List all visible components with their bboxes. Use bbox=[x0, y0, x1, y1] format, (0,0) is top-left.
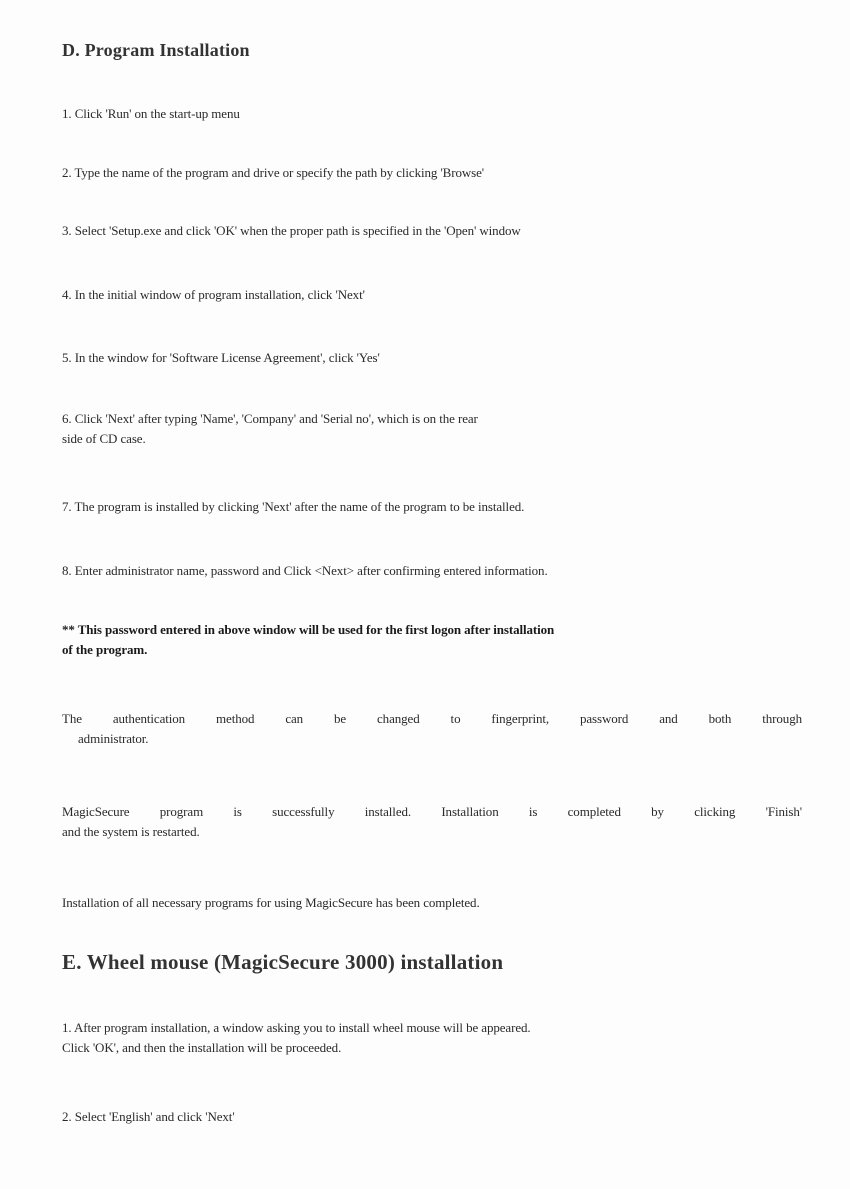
step-6-line-2: side of CD case. bbox=[62, 431, 146, 446]
authentication-note-line-1: The authentication method can be changed to fingerprint, password and both through bbox=[62, 711, 802, 726]
authentication-note-line-2: administrator. bbox=[78, 731, 149, 746]
install-success-note bbox=[62, 802, 802, 842]
password-note bbox=[62, 620, 802, 660]
step-6 bbox=[62, 409, 802, 449]
step-4: 4. In the initial window of program installation, click 'Next' bbox=[62, 287, 365, 302]
installation-completed: Installation of all necessary programs for using MagicSecure has been completed. bbox=[62, 895, 480, 910]
step-5: 5. In the window for 'Software License Agreement', click 'Yes' bbox=[62, 350, 380, 365]
wheel-step-2: 2. Select 'English' and click 'Next' bbox=[62, 1109, 235, 1124]
authentication-note bbox=[62, 709, 802, 749]
step-3: 3. Select 'Setup.exe and click 'OK' when the proper path is specified in the 'Open' window bbox=[62, 223, 521, 238]
step-6-line-1: 6. Click 'Next' after typing 'Name', 'Company' and 'Serial no', which is on the rear bbox=[62, 411, 478, 426]
step-2: 2. Type the name of the program and drive or specify the path by clicking 'Browse' bbox=[62, 165, 485, 180]
section-d-title: D. Program Installation bbox=[62, 40, 250, 60]
section-e-title: E. Wheel mouse (MagicSecure 3000) installation bbox=[62, 950, 504, 974]
step-1: 1. Click 'Run' on the start-up menu bbox=[62, 106, 240, 121]
wheel-step-1-line-2: Click 'OK', and then the installation will be proceeded. bbox=[62, 1040, 342, 1055]
password-note-line-2: of the program. bbox=[62, 642, 148, 657]
step-8: 8. Enter administrator name, password and Click <Next> after confirming entered information. bbox=[62, 563, 548, 578]
password-note-line-1: ** This password entered in above window will be used for the first logon after installation bbox=[62, 622, 555, 637]
install-success-line-1: MagicSecure program is successfully installed. Installation is completed by clicking 'Finish' bbox=[62, 804, 802, 819]
wheel-step-1 bbox=[62, 1018, 802, 1058]
step-7: 7. The program is installed by clicking 'Next' after the name of the program to be installed. bbox=[62, 499, 525, 514]
wheel-step-1-line-1: 1. After program installation, a window asking you to install wheel mouse will be appeared. bbox=[62, 1020, 531, 1035]
install-success-line-2: and the system is restarted. bbox=[62, 824, 200, 839]
